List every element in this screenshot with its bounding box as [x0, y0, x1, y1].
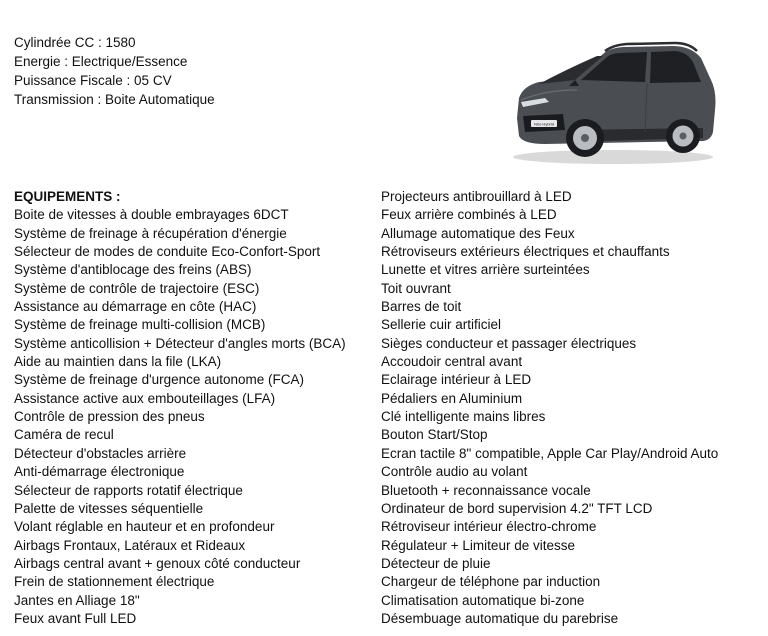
- equipement-item: Bluetooth + reconnaissance vocale: [381, 482, 591, 498]
- spec-cylindree: Cylindrée CC : 1580: [14, 35, 136, 50]
- equipement-item: Anti-démarrage électronique: [14, 464, 185, 480]
- equipement-item: Clé intelligente mains libres: [381, 409, 546, 425]
- equipement-item: Feux arrière combinés à LED: [381, 207, 557, 223]
- equipement-item: Caméra de recul: [14, 427, 114, 443]
- equipement-item: Rétroviseur intérieur électro-chrome: [381, 519, 597, 535]
- equipement-item: Feux avant Full LED: [14, 610, 137, 626]
- equipement-item: Désembuage automatique du parebrise: [381, 610, 619, 626]
- equipement-item: Système de freinage d'urgence autonome (FCA): [14, 372, 304, 388]
- equipements-heading: EQUIPEMENTS :: [14, 189, 121, 204]
- equipement-item: Système anticollision + Détecteur d'angles morts (BCA): [14, 335, 346, 351]
- equipement-item: Système d'antiblocage des freins (ABS): [14, 262, 252, 278]
- equipement-item: Détecteur de pluie: [381, 555, 491, 571]
- equipement-item: Jantes en Alliage 18": [14, 592, 140, 608]
- equipement-item: Contrôle de pression des pneus: [14, 409, 205, 425]
- equipement-item: Accoudoir central avant: [381, 354, 523, 370]
- specs-block: [14, 33, 215, 109]
- equipement-item: Assistance au démarrage en côte (HAC): [14, 299, 257, 315]
- equipement-item: Volant réglable en hauteur et en profondeur: [14, 519, 275, 535]
- equipement-item: Airbags central avant + genoux côté conducteur: [14, 555, 301, 571]
- equipement-item: Contrôle audio au volant: [381, 464, 528, 480]
- equipement-item: Palette de vitesses séquentielle: [14, 500, 204, 516]
- equipement-item: Sellerie cuir artificiel: [381, 317, 502, 333]
- equipement-item: Sélecteur de rapports rotatif électrique: [14, 482, 243, 498]
- equipement-item: Climatisation automatique bi-zone: [381, 592, 585, 608]
- equipements-left-column: [14, 188, 346, 628]
- equipement-item: Airbags Frontaux, Latéraux et Rideaux: [14, 537, 246, 553]
- equipement-item: Frein de stationnement électrique: [14, 574, 215, 590]
- equipement-item: Système de contrôle de trajectoire (ESC): [14, 280, 260, 296]
- equipement-item: Ordinateur de bord supervision 4.2" TFT LCD: [381, 500, 653, 516]
- spec-transmission: Transmission : Boite Automatique: [14, 92, 215, 107]
- car-image: [505, 40, 720, 165]
- equipement-item: Sièges conducteur et passager électriques: [381, 335, 637, 351]
- equipement-item: Système de freinage multi-collision (MCB): [14, 317, 266, 333]
- equipement-item: Toit ouvrant: [381, 280, 451, 296]
- equipement-item: Lunette et vitres arrière surteintées: [381, 262, 590, 278]
- equipement-item: Allumage automatique des Feux: [381, 225, 575, 241]
- equipement-item: Barres de toit: [381, 299, 462, 315]
- equipement-item: Régulateur + Limiteur de vitesse: [381, 537, 575, 553]
- equipement-item: Aide au maintien dans la file (LKA): [14, 354, 222, 370]
- equipement-item: Ecran tactile 8" compatible, Apple Car Play/Android Auto: [381, 445, 719, 461]
- equipement-item: Eclairage intérieur à LED: [381, 372, 532, 388]
- equipement-item: Projecteurs antibrouillard à LED: [381, 189, 572, 204]
- equipement-item: Chargeur de téléphone par induction: [381, 574, 601, 590]
- equipement-item: Détecteur d'obstacles arrière: [14, 445, 187, 461]
- spec-puissance: Puissance Fiscale : 05 CV: [14, 73, 172, 88]
- equipement-item: Sélecteur de modes de conduite Eco-Confort-Sport: [14, 244, 321, 260]
- equipement-item: Boite de vitesses à double embrayages 6DCT: [14, 207, 289, 223]
- equipement-item: Assistance active aux embouteillages (LFA): [14, 390, 276, 406]
- equipement-item: Bouton Start/Stop: [381, 427, 488, 443]
- equipements-right-column: [381, 188, 718, 628]
- equipement-item: Pédaliers en Aluminium: [381, 390, 523, 406]
- equipement-item: Système de freinage à récupération d'énergie: [14, 225, 287, 241]
- spec-energie: Energie : Electrique/Essence: [14, 54, 188, 69]
- equipement-item: Rétroviseurs extérieurs électriques et chauffants: [381, 244, 670, 260]
- plate-text: Niro Hybrid: [533, 121, 555, 127]
